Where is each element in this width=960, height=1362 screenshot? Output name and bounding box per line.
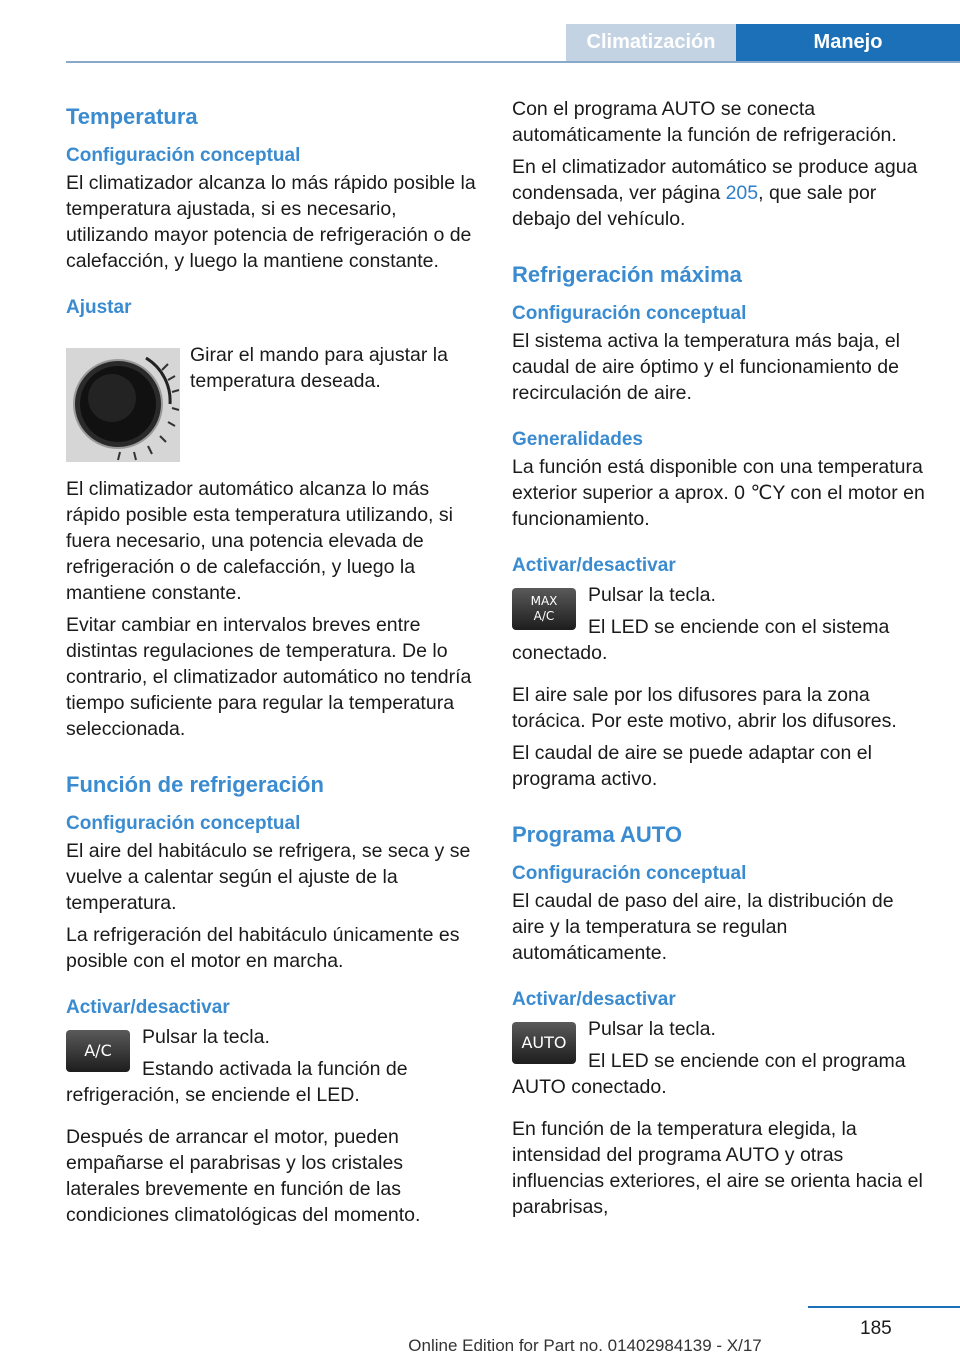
right-column <box>512 96 926 1226</box>
temperature-knob-image <box>66 348 180 462</box>
para-funcion-disp: La función está disponible con una temperatura exterior superior a aprox. 0 ℃Y con el motor en funcionamiento. <box>512 456 925 530</box>
para-pulsar-1: Pulsar la tecla. <box>142 1026 270 1048</box>
heading-refrig-max: Refrigeración máxima <box>512 262 742 287</box>
para-sistema: El sistema activa la temperatura más baja, el caudal de aire óptimo y el funcionamiento de recirculación de aire. <box>512 330 901 404</box>
header-rule <box>66 61 960 63</box>
para-auto-temp: El climatizador automático alcanza lo más rápido posible esta temperatura utilizando, si fuera necesario, una potencia elevada de refrigeración o de calefacción, y luego la mantiene constante. <box>66 478 453 604</box>
para-led-programa: El LED se enciende con el programa AUTO conectado. <box>512 1050 906 1098</box>
heading-generalidades: Generalidades <box>512 429 643 450</box>
max-ac-button-image: MAX A/C <box>512 588 576 630</box>
left-column <box>66 96 476 1234</box>
para-caudal-paso: El caudal de paso del aire, la distribución de aire y la temperatura se regulan automáticamente. <box>512 890 894 964</box>
heading-programa-auto: Programa AUTO <box>512 822 682 847</box>
para-aire: El aire del habitáculo se refrigera, se seca y se vuelve a calentar según el ajuste de la temperatura. <box>66 840 471 914</box>
ac-button-image: A/C <box>66 1030 130 1072</box>
para-refrig-motor: La refrigeración del habitáculo únicamente es posible con el motor en marcha. <box>66 924 460 972</box>
auto-button-image: AUTO <box>512 1022 576 1064</box>
tab-chapter[interactable]: Manejo <box>736 24 960 61</box>
heading-config-1: Configuración conceptual <box>66 145 301 166</box>
heading-config-3: Configuración conceptual <box>512 303 747 324</box>
ajustar-figure-row <box>66 342 476 476</box>
ac-figure-row <box>66 1024 476 1114</box>
para-caudal: El caudal de aire se puede adaptar con el programa activo. <box>512 742 872 790</box>
heading-config-2: Configuración conceptual <box>66 813 301 834</box>
footer-edition: Online Edition for Part no. 01402984139 - X/17 <box>408 1336 762 1355</box>
para-en-funcion: En función de la temperatura elegida, la intensidad del programa AUTO y otras influencias exteriores, el aire se orienta hacia el parabrisas, <box>512 1118 923 1218</box>
auto-figure-row <box>512 1016 926 1106</box>
heading-temperatura: Temperatura <box>66 104 198 129</box>
max-ac-figure-row <box>512 582 926 672</box>
para-pulsar-2: Pulsar la tecla. <box>588 584 716 606</box>
heading-activar-1: Activar/desactivar <box>66 997 230 1018</box>
footer-rule <box>808 1306 960 1308</box>
heading-activar-3: Activar/desactivar <box>512 989 676 1010</box>
para-ajustar: Girar el mando para ajustar la temperatura deseada. <box>190 344 448 392</box>
para-pulsar-3: Pulsar la tecla. <box>588 1018 716 1040</box>
para-estando: Estando activada la función de refrigeración, se enciende el LED. <box>66 1058 408 1106</box>
heading-ajustar: Ajustar <box>66 297 132 318</box>
para-config-1: El climatizador alcanza lo más rápido posible la temperatura ajustada, si es necesario, utilizando mayor potencia de refrigeración o de calefacción, y luego la mantiene constante. <box>66 172 476 272</box>
para-agua: En el climatizador automático se produce agua condensada, ver página 205, que sale por debajo del vehículo. <box>512 156 918 230</box>
para-evitar: Evitar cambiar en intervalos breves entre distintas regulaciones de temperatura. De lo contrario, el climatizador automático no tendría tiempo suficiente para regular la temperatura seleccionada. <box>66 614 472 740</box>
heading-config-4: Configuración conceptual <box>512 863 747 884</box>
para-auto-conecta: Con el programa AUTO se conecta automáticamente la función de refrigeración. <box>512 98 897 146</box>
tab-section[interactable]: Climatización <box>566 24 736 61</box>
page-number: 185 <box>860 1318 892 1339</box>
heading-funcion-refrigeracion: Función de refrigeración <box>66 772 324 797</box>
para-aire-sale: El aire sale por los difusores para la zona torácica. Por este motivo, abrir los difusores. <box>512 684 897 732</box>
page-link[interactable]: 205 <box>725 182 759 204</box>
para-despues: Después de arrancar el motor, pueden empañarse el parabrisas y los cristales laterales brevemente en función de las condiciones climatológicas del momento. <box>66 1126 421 1226</box>
heading-activar-2: Activar/desactivar <box>512 555 676 576</box>
para-led-sistema: El LED se enciende con el sistema conectado. <box>512 616 890 664</box>
